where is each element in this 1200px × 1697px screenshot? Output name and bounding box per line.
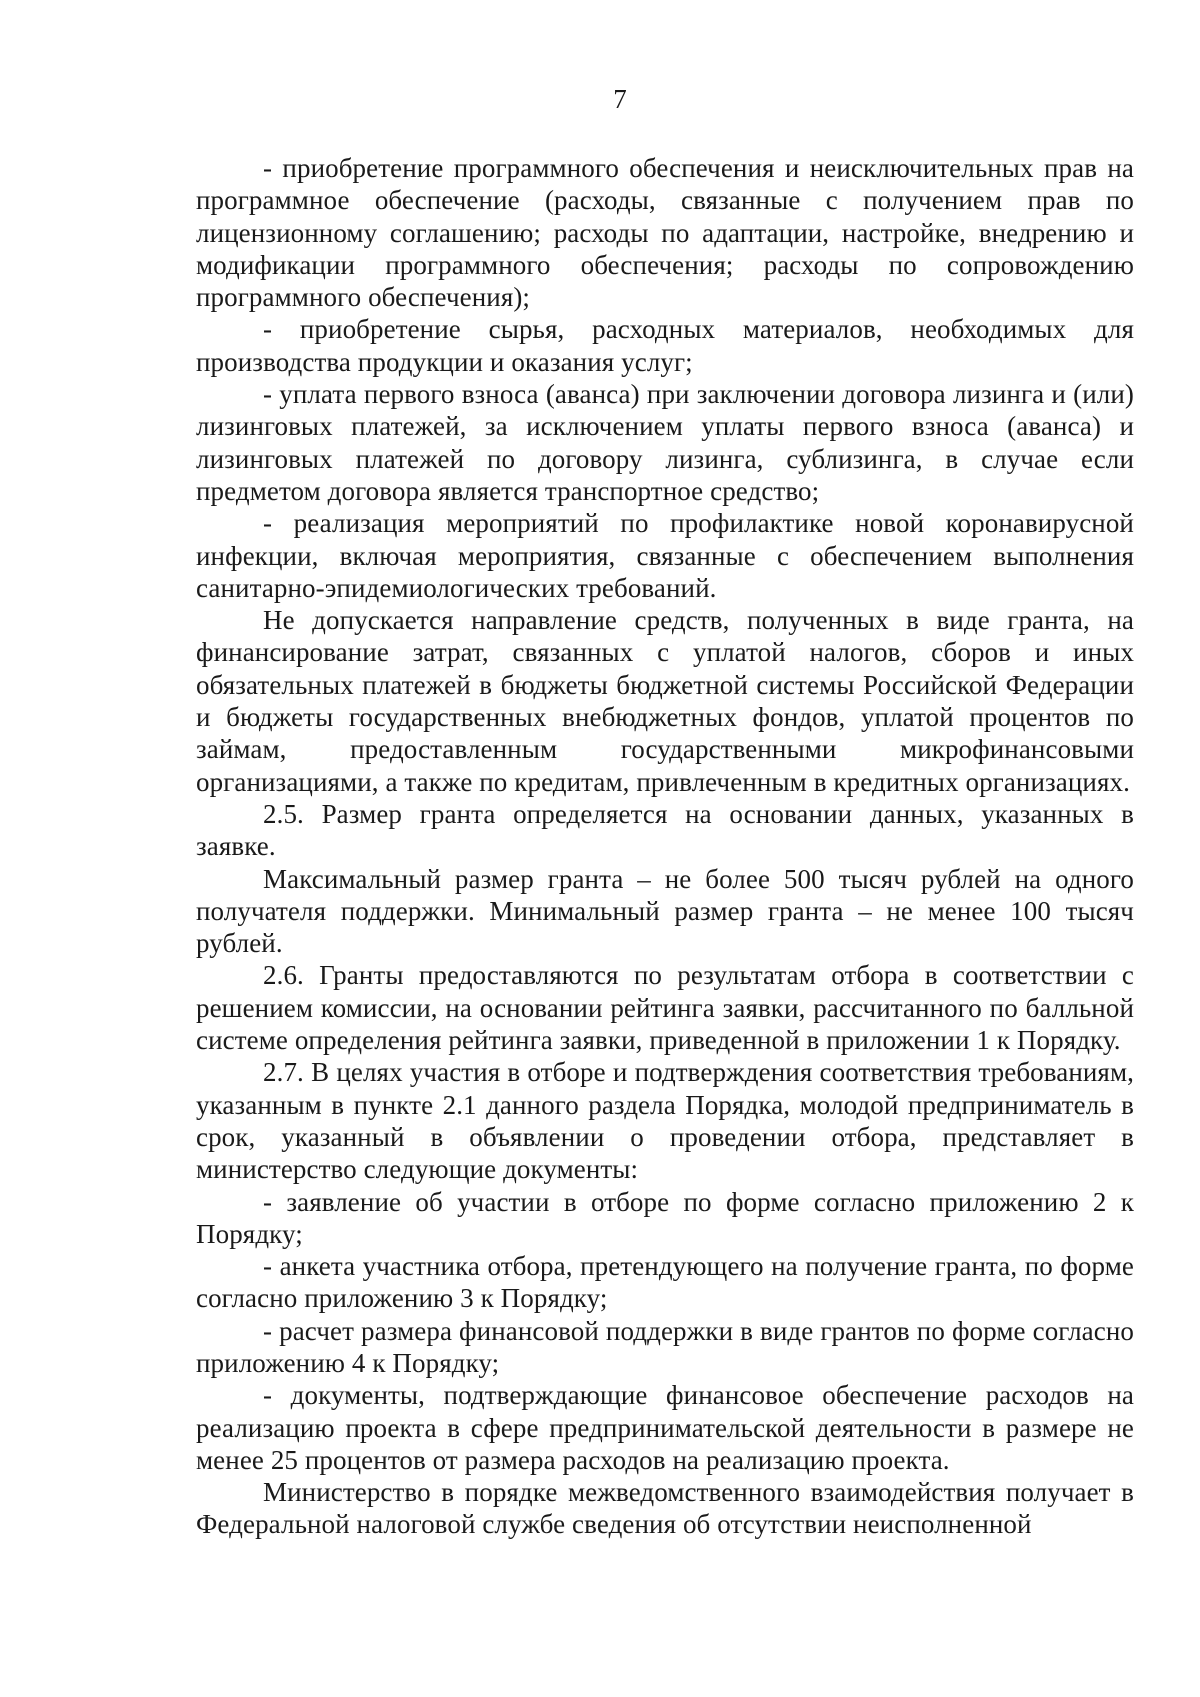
paragraph-grant-limits: Максимальный размер гранта – не более 500 тысяч рублей на одного получателя поддержки. Минимальный размер гранта – не менее 100 тысяч рублей. [196, 863, 1134, 959]
paragraph-2-5-grant-size: 2.5. Размер гранта определяется на основании данных, указанных в заявке. [196, 798, 1134, 862]
document-body [196, 152, 1134, 1541]
paragraph-cofinancing-documents: - документы, подтверждающие финансовое обеспечение расходов на реализацию проекта в сфере предпринимательской деятельности в размере не менее 25 процентов от размера расходов на реализацию проекта. [196, 1380, 1134, 1475]
paragraph-interagency-request: Министерство в порядке межведомственного взаимодействия получает в Федеральной налоговой службе сведения об отсутствии неисполненной [196, 1477, 1134, 1540]
paragraph-support-calculation: - расчет размера финансовой поддержки в виде грантов по форме согласно приложению 4 к Порядку; [196, 1315, 1134, 1378]
paragraph-participant-questionnaire: - анкета участника отбора, претендующего на получение гранта, по форме согласно приложению 3 к Порядку; [196, 1251, 1134, 1314]
paragraph-2-7-required-documents: 2.7. В целях участия в отборе и подтверждения соответствия требованиям, указанным в пункте 2.1 данного раздела Порядка, молодой предприниматель в срок, указанный в объявлении о проведении отбора, представляет в министерство следующие документы: [196, 1057, 1134, 1185]
paragraph-prohibited-expenses: Не допускается направление средств, полученных в виде гранта, на финансирование затрат, связанных с уплатой налогов, сборов и иных обязательных платежей в бюджеты бюджетной системы Российской Федерации и бюджеты государственных внебюджетных фондов, уплатой процентов по займам, предоставленным государственными микрофинансовыми организациями, а также по кредитам, привлеченным в кредитных организациях. [196, 605, 1134, 797]
page-number: 7 [613, 84, 627, 114]
paragraph-application-form: - заявление об участии в отборе по форме согласно приложению 2 к Порядку; [196, 1186, 1134, 1249]
paragraph-raw-materials: - приобретение сырья, расходных материалов, необходимых для производства продукции и оказания услуг; [196, 314, 1134, 377]
paragraph-2-6-grant-selection: 2.6. Гранты предоставляются по результатам отбора в соответствии с решением комиссии, на основании рейтинга заявки, рассчитанного по балльной системе определения рейтинга заявки, приведенной в приложении 1 к Порядку. [196, 960, 1134, 1056]
paragraph-coronavirus-measures: - реализация мероприятий по профилактике новой коронавирусной инфекции, включая мероприятия, связанные с обеспечением выполнения санитарно-эпидемиологических требований. [196, 508, 1134, 603]
paragraph-leasing-payments: - уплата первого взноса (аванса) при заключении договора лизинга и (или) лизинговых платежей, за исключением уплаты первого взноса (аванса) и лизинговых платежей по договору лизинга, сублизинга, в случае если предметом договора является транспортное средство; [196, 379, 1134, 506]
paragraph-software-purchase: - приобретение программного обеспечения и неисключительных прав на программное обеспечение (расходы, связанные с получением прав по лицензионному соглашению; расходы по адаптации, настройке, внедрению и модификации программного обеспечения; расходы по сопровождению программного обеспечения); [196, 153, 1134, 313]
